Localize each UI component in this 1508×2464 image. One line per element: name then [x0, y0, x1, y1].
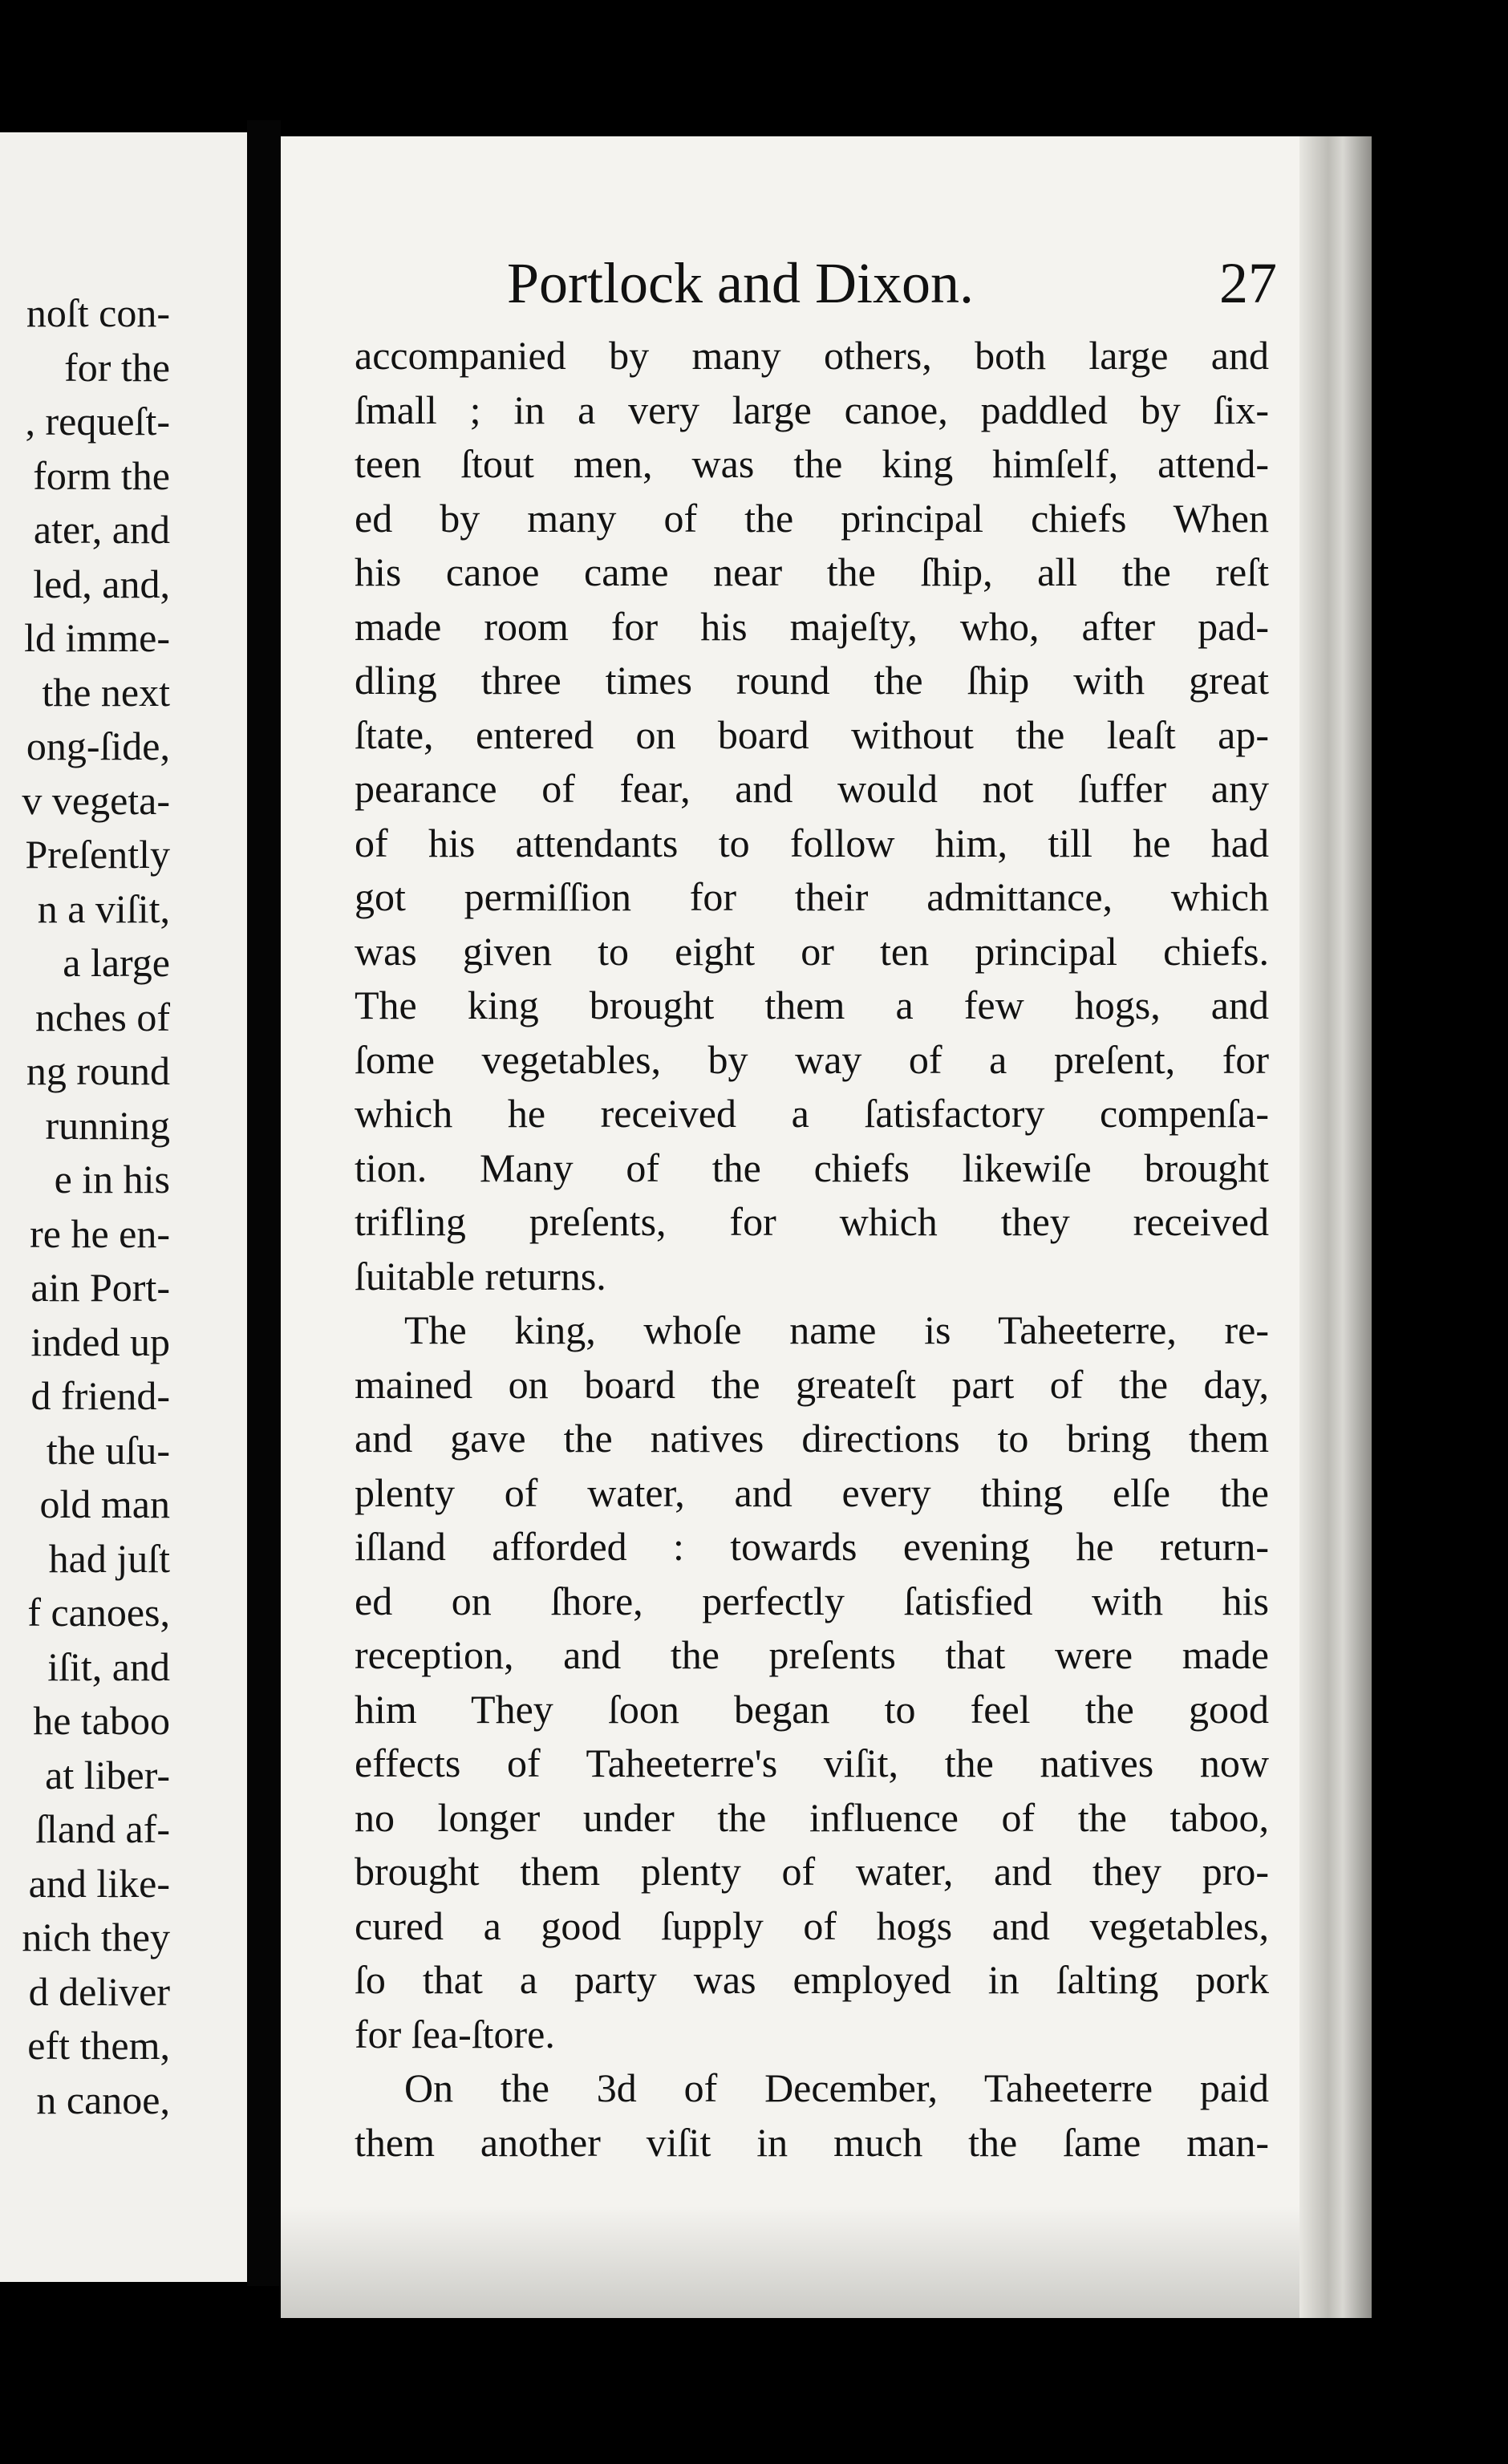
left-page-line: ſland af-	[35, 1806, 170, 1851]
left-page-line: v vegeta-	[22, 777, 170, 823]
text-line: The king, whoſe name is Taheeterre, re-	[404, 1307, 1269, 1352]
left-page-line: f canoes,	[27, 1590, 170, 1635]
left-page-line: had juſt	[48, 1535, 170, 1581]
left-page-line: for the	[64, 344, 170, 390]
left-page-line: a large	[63, 940, 170, 985]
text-line: got permiſſion for their admittance, which	[355, 874, 1269, 919]
left-page-line: running	[45, 1102, 170, 1148]
left-page-line: e in his	[54, 1157, 170, 1202]
text-line: plenty of water, and every thing elſe the	[355, 1469, 1269, 1515]
text-line: no longer under the influence of the taboo,	[355, 1794, 1269, 1840]
text-line: accompanied by many others, both large and	[355, 333, 1269, 378]
left-page-line: n a viſit,	[37, 886, 170, 931]
left-page-line: d friend-	[30, 1373, 170, 1418]
body-text	[355, 329, 1269, 2170]
text-line: ed on ſhore, perfectly ſatisfied with his	[355, 1578, 1269, 1623]
text-line: his canoe came near the ſhip, all the reſt	[355, 549, 1269, 594]
left-page-line: Preſently	[25, 832, 170, 877]
text-line: On the 3d of December, Taheeterre paid	[404, 2065, 1269, 2110]
text-line: tion. Many of the chiefs likewiſe brought	[355, 1145, 1269, 1190]
scan-border	[1372, 128, 1508, 2334]
page-shadow	[281, 2206, 1372, 2318]
text-line: reception, and the preſents that were made	[355, 1632, 1269, 1677]
text-line: made room for his majeſty, who, after pad-	[355, 603, 1269, 649]
text-line: mained on board the greateſt part of the day,	[355, 1361, 1269, 1407]
text-line: ſtate, entered on board without the leaſt ap-	[355, 711, 1269, 757]
left-page-line: at liber-	[45, 1752, 170, 1797]
right-page	[281, 136, 1372, 2318]
text-line: of his attendants to follow him, till he had	[355, 820, 1269, 865]
text-line: trifling preſents, for which they received	[355, 1199, 1269, 1244]
text-line: The king brought them a few hogs, and	[355, 983, 1269, 1027]
left-page-line: he taboo	[33, 1698, 170, 1743]
left-page-line: and like-	[28, 1860, 170, 1906]
left-page-line: ng round	[26, 1048, 170, 1093]
left-page-text	[22, 286, 170, 2127]
book-gutter	[247, 120, 281, 2286]
left-page-line: ong-ſide,	[26, 723, 170, 768]
page-header-title: Portlock and Dixon.	[507, 251, 974, 315]
left-page-line: the next	[42, 669, 170, 715]
text-line: ſmall ; in a very large canoe, paddled by ſix-	[355, 387, 1269, 432]
left-page-line: eft them,	[27, 2023, 170, 2068]
text-line: ed by many of the principal chiefs When	[355, 495, 1269, 541]
left-page-line: n canoe,	[36, 2077, 170, 2122]
left-page-line: led, and,	[33, 561, 170, 606]
text-line: ſuitable returns.	[355, 1253, 606, 1299]
text-line: ſo that a party was employed in ſalting pork	[355, 1957, 1269, 2002]
text-line: them another viſit in much the ſame man-	[355, 2119, 1269, 2165]
left-page-line: nich they	[22, 1915, 170, 1959]
text-line: for ſea-ſtore.	[355, 2011, 555, 2057]
left-page-line: ld imme-	[24, 615, 170, 660]
left-page-line: iſit, and	[47, 1643, 170, 1689]
text-line: teen ſtout men, was the king himſelf, attend-	[355, 441, 1269, 486]
left-page-line: ain Port-	[30, 1265, 170, 1310]
text-line: effects of Taheeterre's viſit, the natives now	[355, 1741, 1269, 1785]
text-line: and gave the natives directions to bring them	[355, 1416, 1269, 1461]
text-line: him They ſoon began to feel the good	[355, 1686, 1269, 1732]
left-page-line: ater, and	[33, 507, 170, 552]
left-page-line: form the	[33, 452, 170, 498]
left-facing-page	[0, 132, 247, 2282]
left-page-line: inded up	[30, 1319, 170, 1364]
text-line: pearance of fear, and would not ſuffer any	[355, 766, 1269, 811]
left-page-line: old man	[39, 1481, 170, 1526]
page-edge	[1299, 136, 1372, 2318]
text-line: ſome vegetables, by way of a preſent, for	[355, 1036, 1269, 1082]
text-line: which he received a ſatisfactory compenſa-	[355, 1091, 1269, 1136]
left-page-line: re he en-	[30, 1210, 170, 1256]
text-line: cured a good ſupply of hogs and vegetables,	[355, 1903, 1269, 1948]
left-page-line: , requeſt-	[25, 399, 170, 444]
text-line: dling three times round the ſhip with great	[355, 658, 1269, 703]
page-number: 27	[1219, 251, 1277, 315]
text-line: brought them plenty of water, and they pro-	[355, 1849, 1269, 1894]
text-line: was given to eight or ten principal chiefs.	[355, 928, 1269, 974]
left-page-line: nches of	[35, 994, 170, 1040]
left-page-line: d deliver	[28, 1968, 170, 2014]
left-page-line: the uſu-	[46, 1427, 170, 1473]
text-line: iſland afforded : towards evening he return-	[355, 1524, 1269, 1569]
left-page-line: noſt con-	[26, 290, 170, 335]
